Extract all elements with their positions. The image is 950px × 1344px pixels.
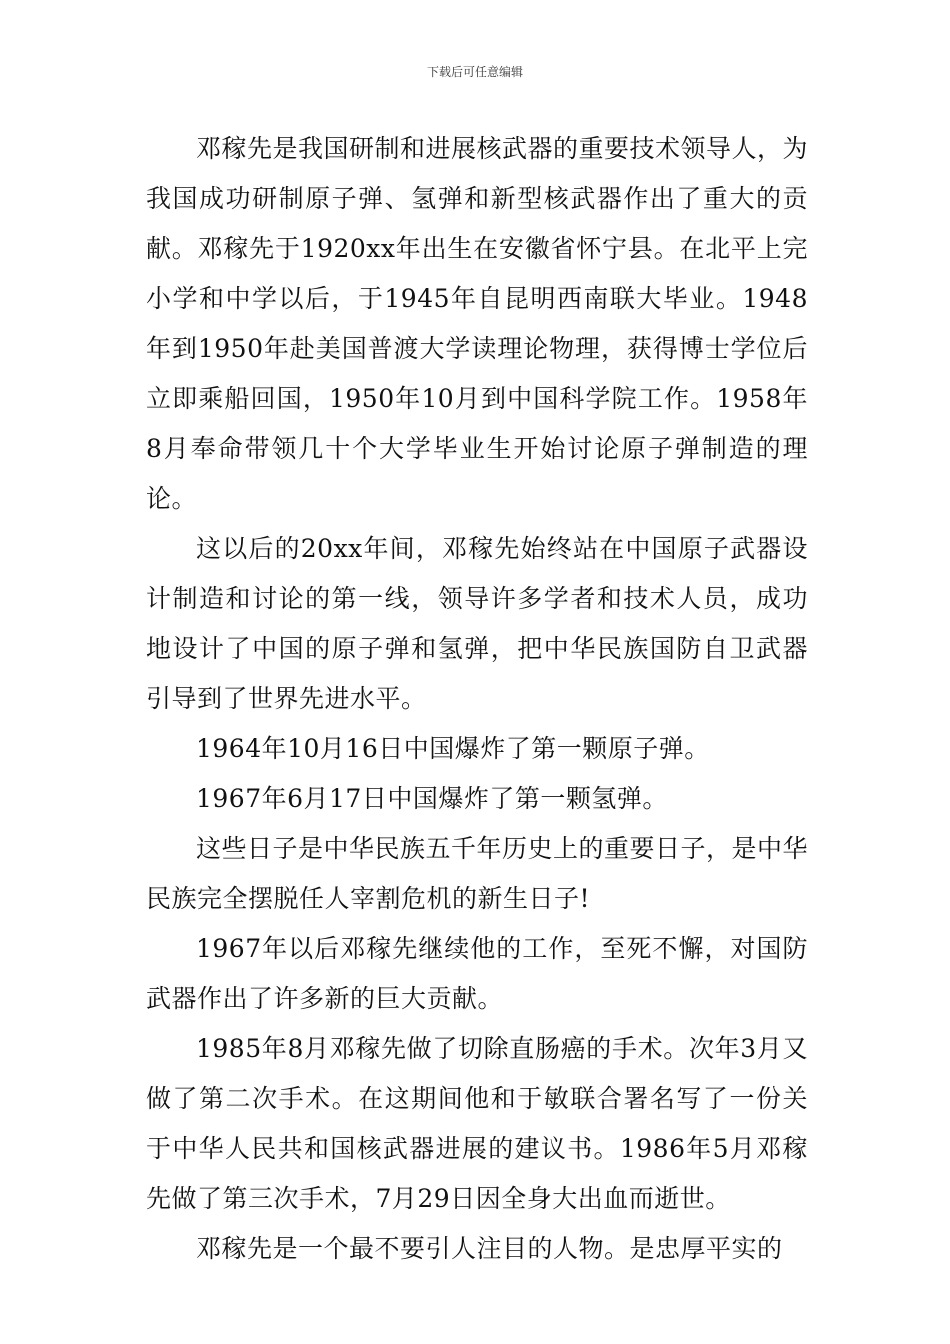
document-body [146,124,808,1274]
paragraph-3: 1964年10月16日中国爆炸了第一颗原子弹。 [196,734,710,763]
paragraph-5: 这些日子是中华民族五千年历史上的重要日子，是中华民族完全摆脱任人宰割危机的新生日子! [146,834,809,913]
paragraph-1: 邓稼先是我国研制和进展核武器的重要技术领导人，为我国成功研制原子弹、氢弹和新型核武器作出了重大的贡献。邓稼先于1920xx年出生在安徽省怀宁县。在北平上完小学和中学以后，于1945年自昆明西南联大毕业。1948年到1950年赴美国普渡大学读理论物理，获得博士学位后立即乘船回国，1950年10月到中国科学院工作。1958年8月奉命带领几十个大学毕业生开始讨论原子弹制造的理论。 [146,134,809,513]
paragraph-4: 1967年6月17日中国爆炸了第一颗氢弹。 [196,784,668,813]
paragraph-8: 邓稼先是一个最不要引人注目的人物。是忠厚平实的 [196,1234,783,1263]
paragraph-7: 1985年8月邓稼先做了切除直肠癌的手术。次年3月又做了第二次手术。在这期间他和于敏联合署名写了一份关于中华人民共和国核武器进展的建议书。1986年5月邓稼先做了第三次手术，7月29日因全身大出血而逝世。 [146,1034,808,1213]
paragraph-6: 1967年以后邓稼先继续他的工作，至死不懈，对国防武器作出了许多新的巨大贡献。 [146,934,808,1013]
paragraph-2: 这以后的20xx年间，邓稼先始终站在中国原子武器设计制造和讨论的第一线，领导许多学者和技术人员，成功地设计了中国的原子弹和氢弹，把中华民族国防自卫武器引导到了世界先进水平。 [146,534,808,713]
page-header: 下载后可任意编辑 [426,65,523,79]
